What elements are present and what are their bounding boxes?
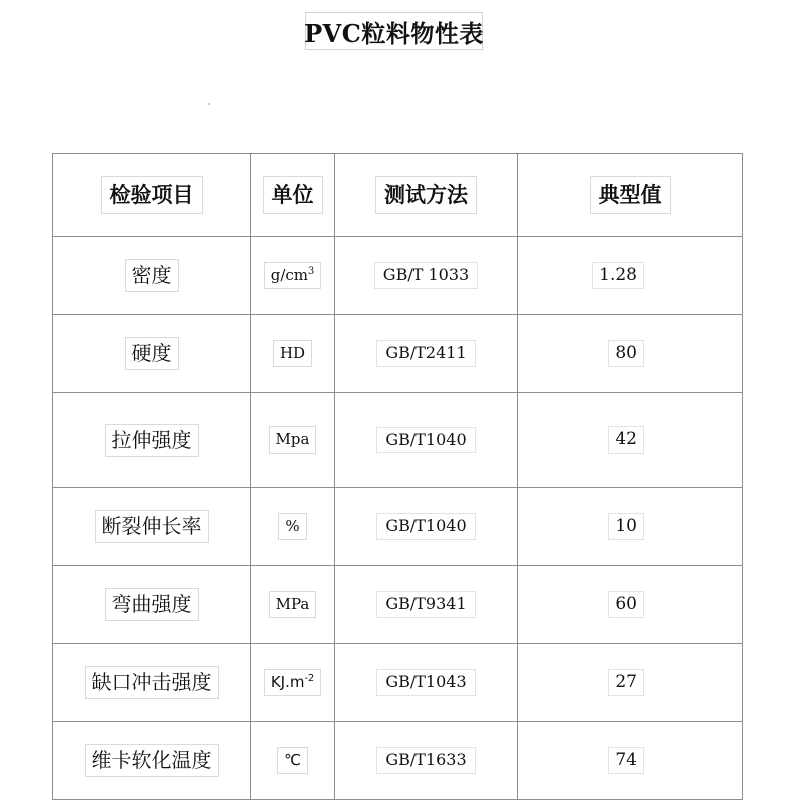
item-name: 缺口冲击强度 xyxy=(85,666,219,699)
page-title: PVC粒料物性表 xyxy=(305,12,483,50)
table-row xyxy=(53,644,743,722)
header-value-label: 典型值 xyxy=(590,176,671,214)
value-text: 27 xyxy=(608,669,644,697)
value-text: 10 xyxy=(608,513,644,541)
unit-cell xyxy=(269,591,317,618)
table-row xyxy=(53,566,743,644)
table-header-row xyxy=(53,154,743,237)
header-item-label: 检验项目 xyxy=(101,176,203,214)
value-text: 74 xyxy=(608,747,644,775)
unit-text: % xyxy=(285,516,300,535)
scan-speck xyxy=(208,103,210,105)
unit-text: KJ.m xyxy=(270,672,305,691)
item-name: 弯曲强度 xyxy=(105,588,199,621)
method-text: GB/T 1033 xyxy=(374,262,478,288)
method-text: GB/T1633 xyxy=(376,747,475,773)
unit-superscript: 3 xyxy=(308,265,315,277)
unit-cell xyxy=(277,747,308,774)
unit-text: g/cm xyxy=(270,265,309,284)
item-name: 硬度 xyxy=(125,337,179,370)
unit-text: ℃ xyxy=(284,750,301,769)
item-name: 断裂伸长率 xyxy=(95,510,209,543)
header-cell-value xyxy=(518,154,743,237)
unit-cell xyxy=(264,669,321,696)
header-cell-item xyxy=(53,154,251,237)
header-cell-unit xyxy=(251,154,335,237)
table-row xyxy=(53,488,743,566)
value-text: 1.28 xyxy=(592,262,644,290)
method-text: GB/T2411 xyxy=(376,340,475,366)
table-row xyxy=(53,315,743,393)
unit-text: HD xyxy=(279,343,306,362)
value-text: 60 xyxy=(608,591,644,619)
table-row xyxy=(53,722,743,800)
value-text: 42 xyxy=(608,426,644,454)
properties-table xyxy=(52,153,743,800)
value-text: 80 xyxy=(608,340,644,368)
item-name: 维卡软化温度 xyxy=(85,744,219,777)
unit-cell xyxy=(269,426,317,453)
item-name: 拉伸强度 xyxy=(105,424,199,457)
header-unit-label: 单位 xyxy=(263,176,323,214)
header-cell-method xyxy=(335,154,518,237)
method-text: GB/T1040 xyxy=(376,427,475,453)
table-row xyxy=(53,393,743,488)
method-text: GB/T1040 xyxy=(376,513,475,539)
unit-cell xyxy=(264,262,322,289)
unit-cell xyxy=(278,513,306,540)
header-method-label: 测试方法 xyxy=(375,176,477,214)
unit-text: MPa xyxy=(275,594,310,613)
unit-cell xyxy=(273,340,312,367)
method-text: GB/T9341 xyxy=(376,591,475,617)
unit-text: Mpa xyxy=(275,430,310,449)
unit-superscript: -2 xyxy=(304,672,315,684)
method-text: GB/T1043 xyxy=(376,669,475,695)
table-row xyxy=(53,237,743,315)
item-name: 密度 xyxy=(125,259,179,292)
